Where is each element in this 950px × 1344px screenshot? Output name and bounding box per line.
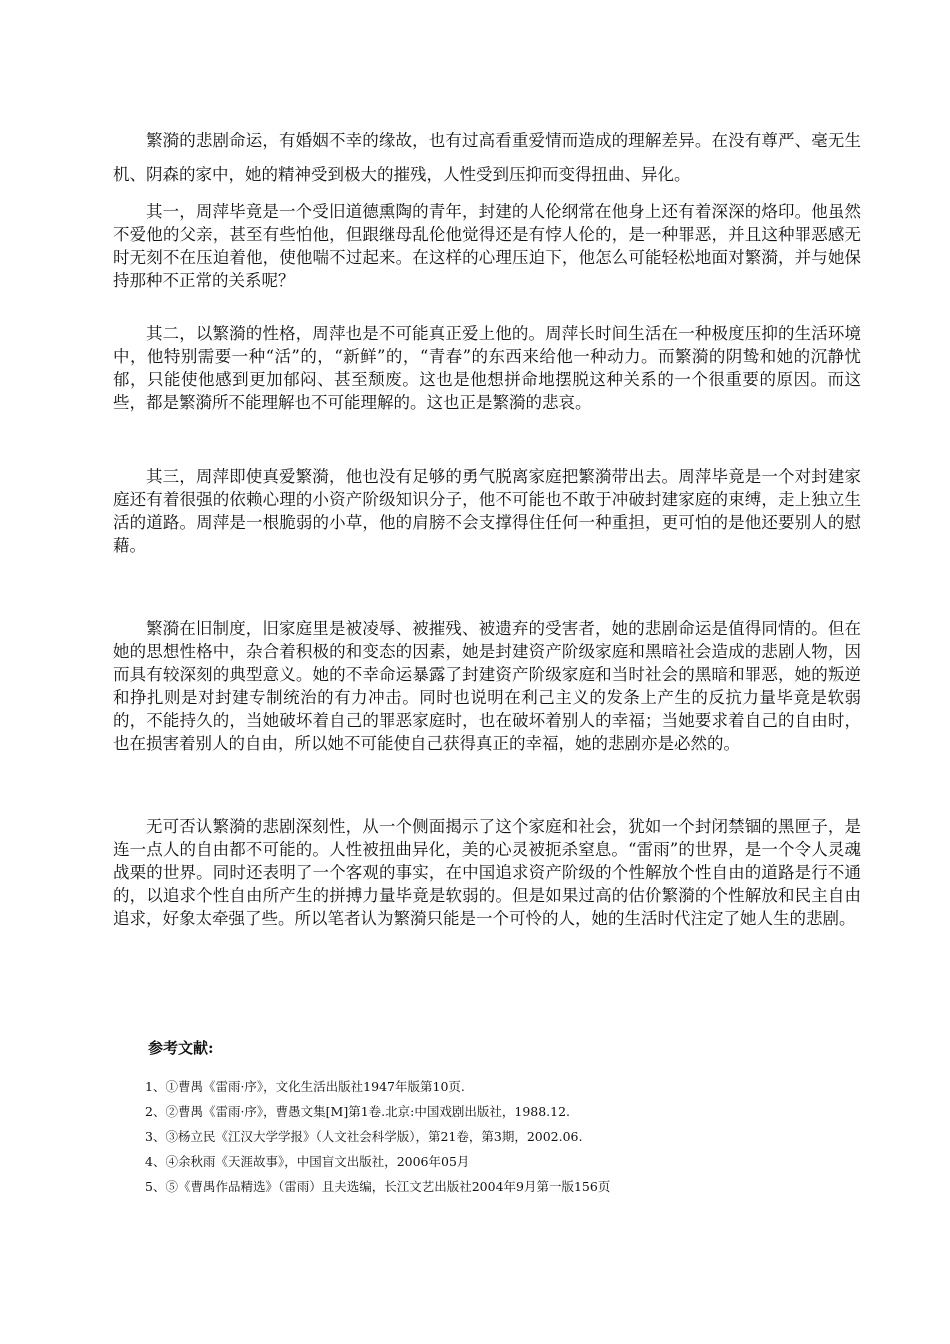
- references-list: [145, 1074, 610, 1199]
- body-paragraph-1: 繁漪的悲剧命运，有婚姻不幸的缘故，也有过高看重爱情而造成的理解差异。在没有尊严、毫无生机、阴森的家中，她的精神受到极大的摧残，人性受到压抑而变得扭曲、异化。: [113, 131, 861, 184]
- body-paragraph-3: 其二，以繁漪的性格，周萍也是不可能真正爱上他的。周萍长时间生活在一种极度压抑的生活环境中，他特别需要一种“活”的，“新鲜”的，“青春”的东西来给他一种动力。而繁漪的阴鸷和她的沉静忧郁，只能使他感到更加郁闷、甚至颓废。这也是他想拼命地摆脱这种关系的一个很重要的原因。而这些，都是繁漪所不能理解也不可能理解的。这也正是繁漪的悲哀。: [113, 324, 861, 412]
- reference-item: 3、③杨立民《江汉大学学报》（人文社会科学版），第21卷，第3期，2002.06.: [145, 1129, 583, 1144]
- reference-item: 4、④余秋雨《天涯故事》，中国盲文出版社，2006年05月: [145, 1154, 470, 1169]
- references-heading: 参考文献:: [148, 1039, 214, 1057]
- body-paragraph-6: 无可否认繁漪的悲剧深刻性，从一个侧面揭示了这个家庭和社会，犹如一个封闭禁锢的黑匣子，是连一点人的自由都不可能的。人性被扭曲异化，美的心灵被扼杀窒息。“雷雨”的世界，是一个令人灵魂战栗的世界。同时还表明了一个客观的事实，在中国追求资产阶级的个性解放个性自由的道路是行不通的，以追求个性自由所产生的拼搏力量毕竟是软弱的。但是如果过高的估价繁漪的个性解放和民主自由追求，好象太牵强了些。所以笔者认为繁漪只能是一个可怜的人，她的生活时代注定了她人生的悲剧。: [113, 817, 861, 928]
- reference-item: 1、①曹禺《雷雨·序》，文化生活出版社1947年版第10页.: [145, 1079, 465, 1094]
- reference-item: 2、②曹禺《雷雨·序》，曹愚文集[M]第1卷.北京:中国戏剧出版社，1988.12.: [145, 1104, 571, 1119]
- reference-item: 5、⑤《曹禺作品精选》（雷雨）且夫选编，长江文艺出版社2004年9月第一版156页: [145, 1179, 611, 1194]
- body-paragraph-5: 繁漪在旧制度，旧家庭里是被凌辱、被摧残、被遗弃的受害者，她的悲剧命运是值得同情的。但在她的思想性格中，杂合着积极的和变态的因素，她是封建资产阶级家庭和黑暗社会造成的悲剧人物，因而具有较深刻的典型意义。她的不幸命运暴露了封建资产阶级家庭和当时社会的黑暗和罪恶，她的叛逆和挣扎则是对封建专制统治的有力冲击。同时也说明在利己主义的发条上产生的反抗力量毕竟是软弱的，不能持久的，当她破坏着自己的罪恶家庭时，也在破坏着别人的幸福；当她要求着自己的自由时，也在损害着别人的自由，所以她不可能使自己获得真正的幸福，她的悲剧亦是必然的。: [113, 619, 861, 753]
- body-paragraph-4: 其三，周萍即使真爱繁漪，他也没有足够的勇气脱离家庭把繁漪带出去。周萍毕竟是一个对封建家庭还有着很强的依赖心理的小资产阶级知识分子，他不可能也不敢于冲破封建家庭的束缚，走上独立生活的道路。周萍是一根脆弱的小草，他的肩膀不会支撑得住任何一种重担，更可怕的是他还要别人的慰藉。: [113, 467, 861, 555]
- body-paragraph-2: 其一，周萍毕竟是一个受旧道德熏陶的青年，封建的人伦纲常在他身上还有着深深的烙印。他虽然不爱他的父亲，甚至有些怕他，但跟继母乱伦他觉得还是有悖人伦的，是一种罪恶，并且这种罪恶感无时无刻不在压迫着他，使他喘不过起来。在这样的心理压迫下，他怎么可能轻松地面对繁漪，并与她保持那种不正常的关系呢？: [113, 202, 861, 290]
